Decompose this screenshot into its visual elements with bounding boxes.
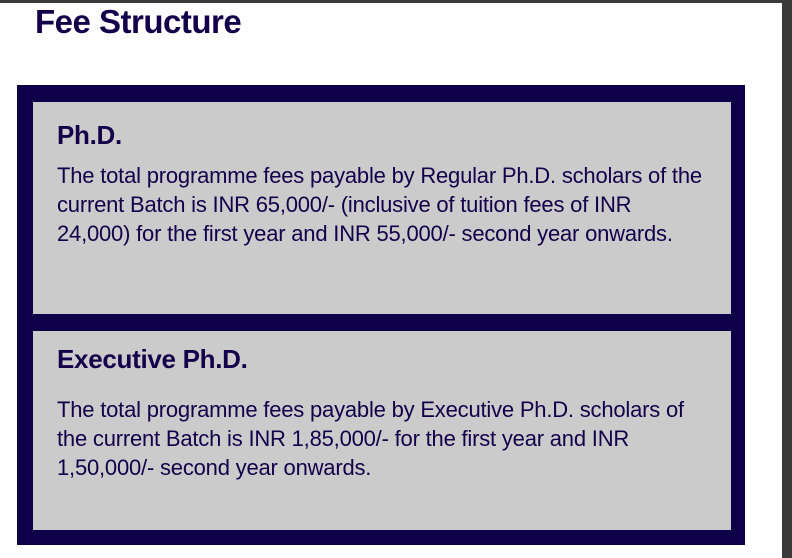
phd-fee-text: The total programme fees payable by Regular Ph.D. scholars of the current Batch is INR 65,000/- (inclusive of tuition fees of INR 24,000) for the first year and INR 55,000/- second year onwards. [57, 163, 702, 246]
phd-fee-card [33, 102, 731, 314]
fee-structure-panel [17, 85, 745, 545]
executive-phd-fee-text: The total programme fees payable by Executive Ph.D. scholars of the current Batch is INR 1,85,000/- for the first year and INR 1,50,000/- second year onwards. [57, 397, 684, 480]
page [0, 3, 782, 558]
page-title: Fee Structure [35, 3, 242, 40]
executive-phd-heading: Executive Ph.D. [57, 344, 248, 374]
executive-phd-fee-card [33, 331, 731, 530]
phd-heading: Ph.D. [57, 120, 122, 150]
